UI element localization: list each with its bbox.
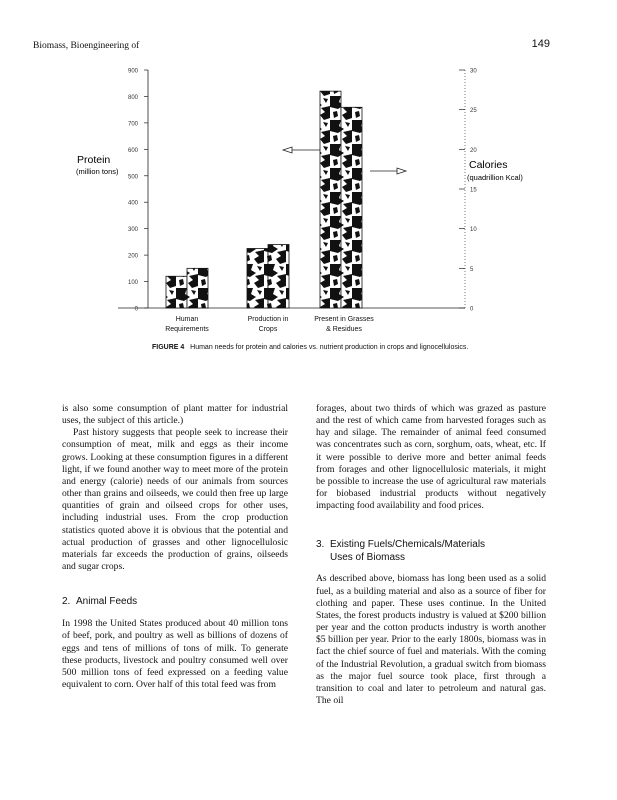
calories-bar	[268, 245, 289, 308]
calories-bar	[187, 268, 208, 308]
left-tick-label: 500	[127, 174, 138, 181]
left-tick-label: 0	[134, 306, 138, 313]
section-title-line-2: Uses of Biomass	[330, 552, 406, 564]
calories-axis-title: Calories	[469, 159, 508, 171]
left-tick-label: 400	[127, 200, 138, 207]
page-number: 149	[531, 38, 550, 50]
protein-bar	[320, 91, 341, 308]
left-tick-label: 700	[127, 121, 138, 128]
category-label: Present in Grasses	[314, 316, 374, 323]
category-label: Production in	[247, 316, 289, 323]
figure-chart	[0, 0, 617, 340]
left-tick-label: 100	[127, 280, 138, 287]
right-tick-label: 20	[470, 147, 477, 154]
category-label: Crops	[258, 326, 278, 333]
paragraph: Past history suggests that people seek to increase their consumption of meat, milk and eggs as their income grows. Looking at these consumption figures in a different light, if we found another way to meet more of the protein and energy (calorie) needs of our animals from sources other than grains and oilseeds, we could then free up large quantities of grain and oilseed crops for other uses, including industrial uses. From the crop production statistics quoted above it is obvious that the potential and actual production of grasses and other lignocellulosic materials far exceeds the production of grains, oilseeds and sugar crops.	[62, 427, 288, 573]
calories-axis-units: (quadrillion Kcal)	[467, 173, 523, 182]
right-tick-label: 10	[470, 227, 477, 234]
paragraph: forages, about two thirds of which was grazed as pasture and the rest of which came from harvested forages such as hay and silage. The remainder of animal feed consumed was concentrates such as corn, sorghum, oats, wheat, etc. If it were possible to derive more and better animal feeds from forages and other lignocellulosic materials, it might be possible to increase the use of agricultural raw materials for biobased industrial products without negatively impacting food availability and food prices.	[316, 403, 546, 512]
right-tick-label: 30	[470, 68, 477, 75]
section-title: Animal Feeds	[76, 596, 138, 608]
left-tick-label: 200	[127, 253, 138, 260]
paragraph: is also some consumption of plant matter for industrial uses, the subject of this article.)	[62, 403, 288, 427]
calories-bar	[341, 107, 362, 308]
figure-caption-text: Human needs for protein and calories vs. nutrient production in crops and lignocellulosics.	[190, 344, 469, 351]
left-tick-label: 300	[127, 227, 138, 234]
left-tick-label: 600	[127, 147, 138, 154]
right-tick-label: 15	[470, 187, 477, 194]
figure-caption-label: FIGURE 4	[152, 344, 185, 351]
category-label: & Residues	[326, 326, 362, 333]
protein-axis-units: (million tons)	[76, 167, 119, 176]
protein-axis-title: Protein	[77, 154, 111, 166]
left-tick-label: 900	[127, 68, 138, 75]
figure-caption	[152, 344, 582, 351]
section-number: 3.	[316, 539, 325, 551]
protein-bar	[166, 276, 187, 308]
paragraph: As described above, biomass has long been used as a solid fuel, as a building material and also as a source of fiber for clothing and paper. These uses continue. In the United States, the forest products industry is valued at $200 billion per year and the cotton products industry is worth another $5 billion per year. Prior to the early 1800s, biomass was in fact the chief source of fuel and materials. With the coming of the Industrial Revolution, a gradual switch from biomass as the major fuel source took place, first through a transition to coal and later to petroleum and natural gas. The oil	[316, 573, 546, 706]
category-label: Human	[175, 316, 199, 323]
section-title: Existing Fuels/Chemicals/Materials	[330, 539, 486, 551]
section-heading-3	[316, 538, 546, 551]
arrow-to-protein-axis	[283, 147, 320, 153]
category-label: Requirements	[165, 326, 209, 333]
paragraph: In 1998 the United States produced about 40 million tons of beef, pork, and poultry as well as billions of dozens of eggs and tens of millions of tons of milk. To generate these products, livestock and poultry consumed well over 500 million tons of feed expressed on a feeding value equivalent to corn. Over half of this total feed was from	[62, 618, 288, 690]
left-text-column	[62, 403, 288, 691]
section-number: 2.	[62, 596, 71, 608]
right-tick-label: 25	[470, 108, 477, 115]
right-text-column	[316, 403, 546, 707]
left-tick-label: 800	[127, 94, 138, 101]
arrow-to-calories-axis	[370, 168, 406, 174]
right-tick-label: 5	[470, 266, 474, 273]
right-tick-label: 0	[470, 306, 474, 313]
running-title: Biomass, Bioengineering of	[33, 41, 140, 51]
protein-bar	[247, 249, 268, 309]
section-heading-2	[62, 595, 288, 608]
